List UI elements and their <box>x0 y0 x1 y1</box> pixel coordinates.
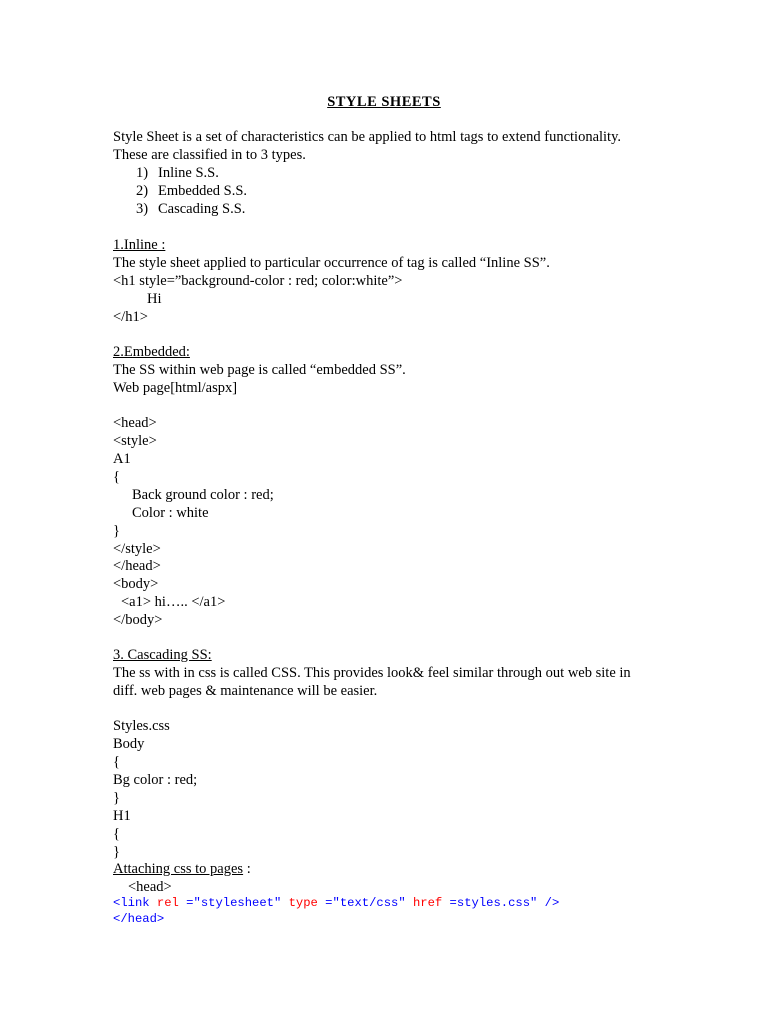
head-close-tag: </head> <box>113 912 165 926</box>
type-number-2: 2) <box>136 183 149 199</box>
type-number-1: 1) <box>136 165 149 181</box>
page-title: STYLE SHEETS <box>327 94 441 110</box>
intro-line-1: Style Sheet is a set of characteristics can be applied to html tags to extend functionality. <box>113 129 622 145</box>
href-attribute: href <box>412 896 443 910</box>
type-attribute: type <box>288 896 318 910</box>
cascading-description-1: The ss with in css is called CSS. This provides look& feel similar through out web site in <box>113 665 631 681</box>
embedded-code-line: Color : white <box>132 505 209 521</box>
cascading-code-line: } <box>113 844 120 860</box>
type-value: "text/css" <box>332 896 406 910</box>
inline-heading: 1.Inline : <box>113 237 166 253</box>
rel-value: "stylesheet" <box>193 896 282 910</box>
rel-equals: = <box>178 896 194 910</box>
embedded-code-line: </style> <box>113 541 161 557</box>
cascading-code-line: Body <box>113 736 145 752</box>
attaching-colon: : <box>243 861 251 877</box>
link-tag-code-line <box>113 894 559 912</box>
href-equals: = <box>442 896 457 910</box>
embedded-subheading: Web page[html/aspx] <box>113 380 238 396</box>
inline-code-line: Hi <box>147 291 162 307</box>
cascading-code-line: { <box>113 826 120 842</box>
head-close-code-line <box>113 910 164 928</box>
cascading-heading: 3. Cascading SS: <box>113 647 212 663</box>
inline-code-line: </h1> <box>113 309 148 325</box>
type-label-1: Inline S.S. <box>158 165 219 181</box>
embedded-code-line: } <box>113 523 120 539</box>
type-number-3: 3) <box>136 201 149 217</box>
attaching-head-open: <head> <box>128 879 172 895</box>
type-equals: = <box>317 896 333 910</box>
embedded-heading: 2.Embedded: <box>113 344 190 360</box>
cascading-code-line: { <box>113 754 120 770</box>
link-tag-close: /> <box>537 896 560 910</box>
embedded-code-line: <body> <box>113 576 159 592</box>
cascading-code-line: Styles.css <box>113 718 170 734</box>
embedded-description: The SS within web page is called “embedded SS”. <box>113 362 406 378</box>
embedded-code-line: { <box>113 469 120 485</box>
inline-code-line: <h1 style=”background-color : red; color:white”> <box>113 273 403 289</box>
embedded-code-line: <head> <box>113 415 157 431</box>
cascading-code-line: } <box>113 790 120 806</box>
cascading-code-line: H1 <box>113 808 131 824</box>
embedded-code-line: </body> <box>113 612 163 628</box>
embedded-code-line: </head> <box>113 558 161 574</box>
embedded-code-line: <style> <box>113 433 157 449</box>
href-value: styles.css" <box>456 896 538 910</box>
type-label-2: Embedded S.S. <box>158 183 248 199</box>
type-label-3: Cascading S.S. <box>158 201 246 217</box>
embedded-code-line: Back ground color : red; <box>132 487 274 503</box>
rel-attribute: rel <box>156 896 179 910</box>
cascading-code-line: Bg color : red; <box>113 772 198 788</box>
attaching-heading-line <box>113 860 251 878</box>
cascading-description-2: diff. web pages & maintenance will be easier. <box>113 683 378 699</box>
attaching-heading: Attaching css to pages <box>113 861 244 877</box>
embedded-code-line: A1 <box>113 451 131 467</box>
intro-line-2: These are classified in to 3 types. <box>113 147 306 163</box>
embedded-code-line: <a1> hi….. </a1> <box>121 594 226 610</box>
inline-description: The style sheet applied to particular occurrence of tag is called “Inline SS”. <box>113 255 550 271</box>
link-tag-name: <link <box>113 896 150 910</box>
